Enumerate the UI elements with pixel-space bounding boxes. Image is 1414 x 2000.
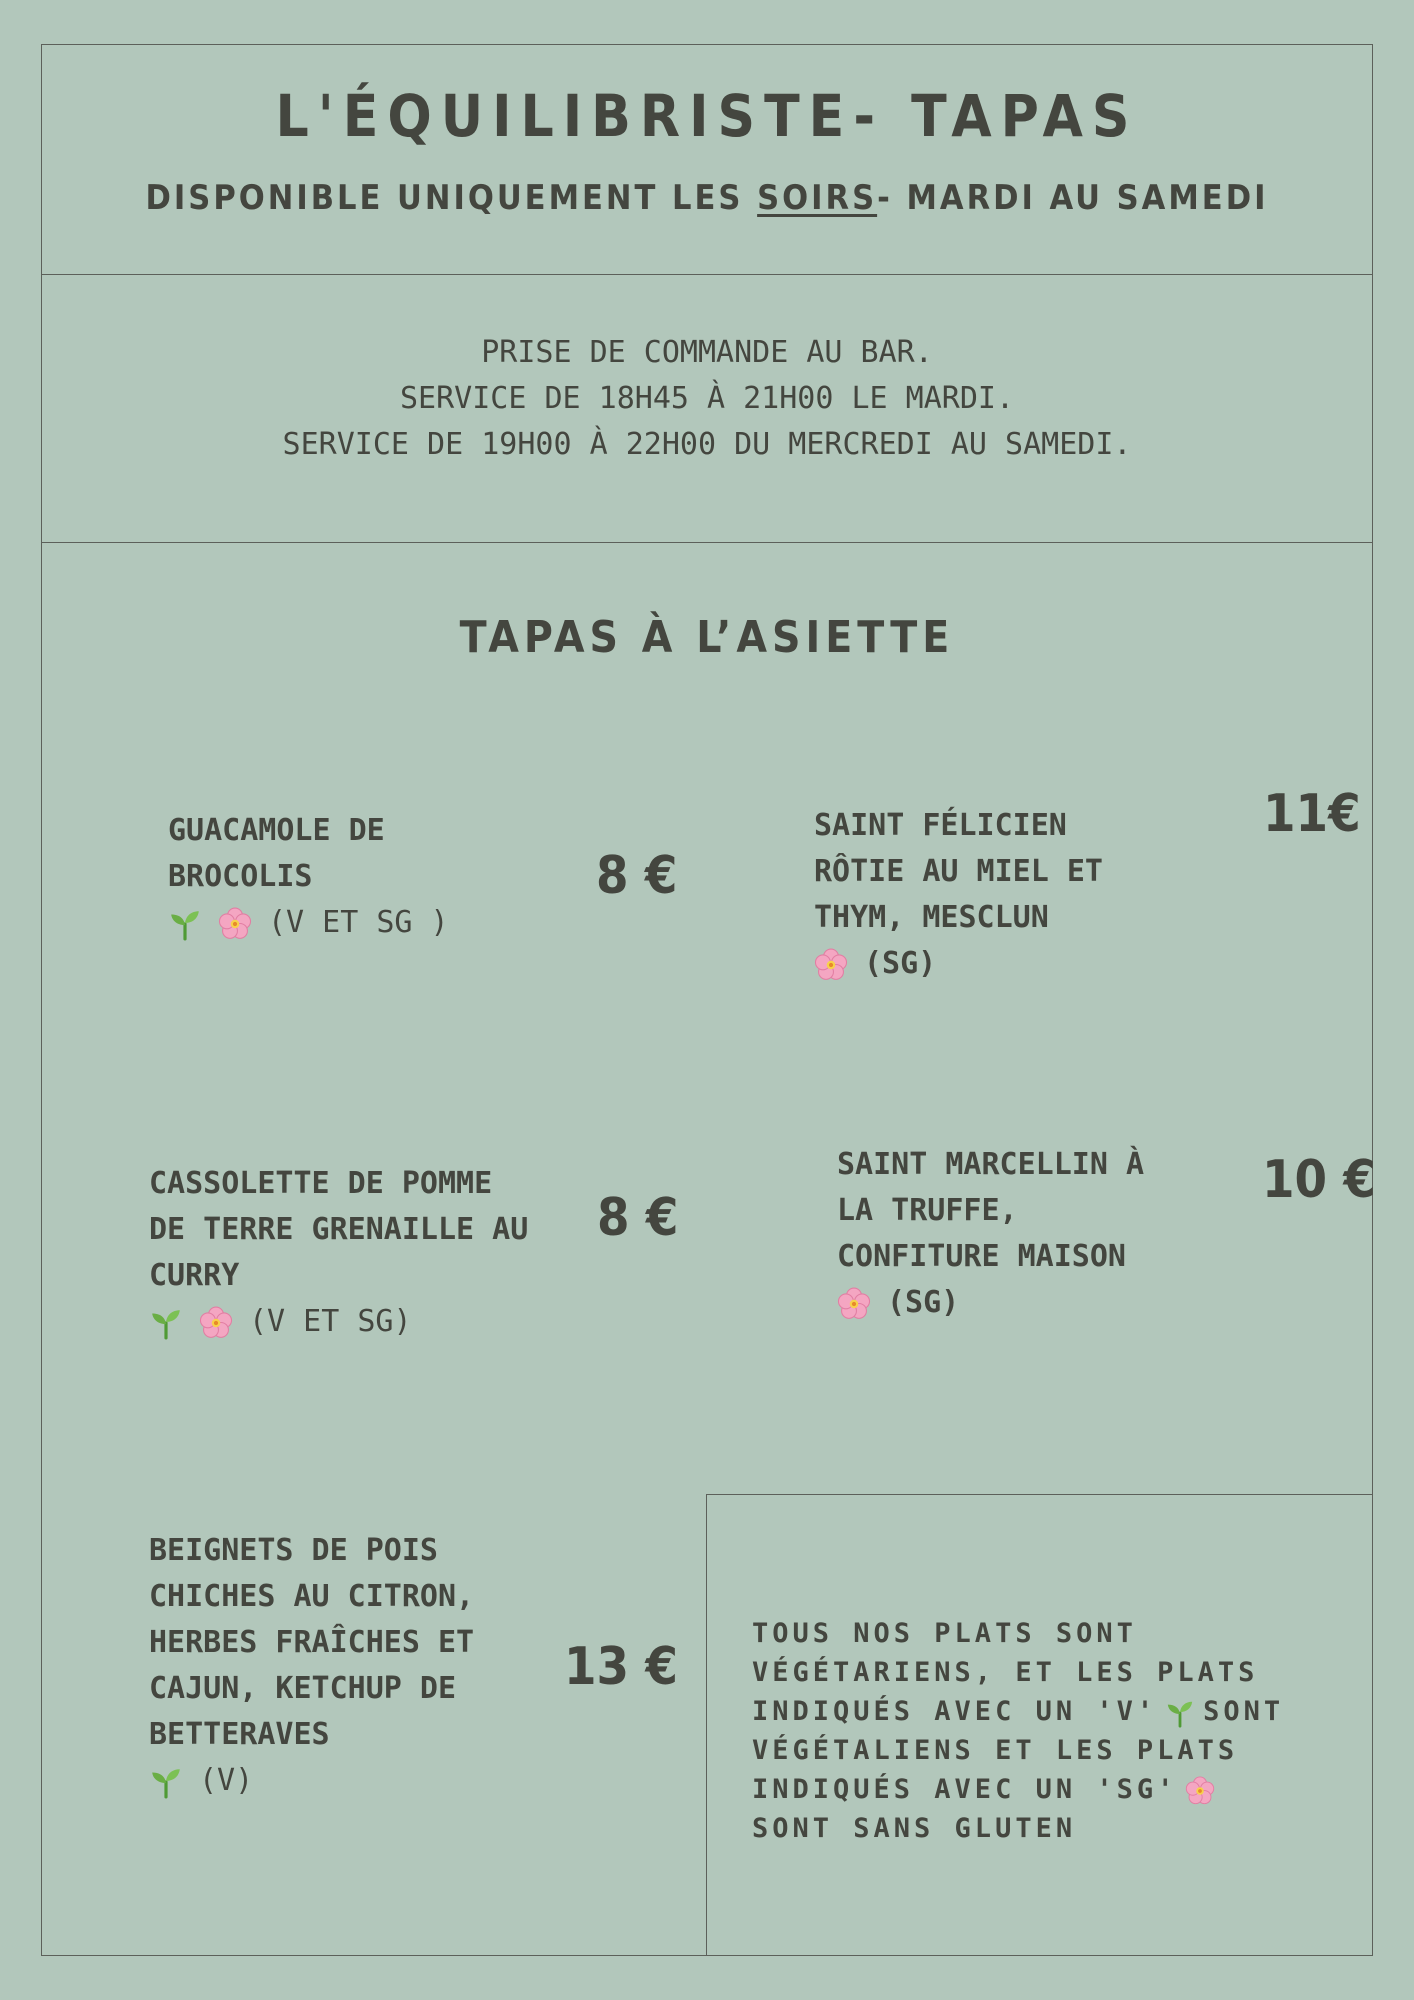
subtitle-text: DISPONIBLE UNIQUEMENT LES: [145, 178, 758, 218]
dish-name: SAINT MARCELLIN À: [837, 1147, 1145, 1182]
dish-item: [168, 808, 449, 946]
dish-tag-text: (SG): [887, 1285, 960, 1320]
note-line: TOUS NOS PLATS SONT: [752, 1618, 1137, 1649]
dish-tags: [149, 1758, 474, 1804]
info-line: SERVICE DE 18H45 À 21H00 LE MARDI.: [399, 381, 1015, 416]
dish-price: 8 €: [597, 1188, 679, 1248]
note-line: [752, 1692, 1284, 1731]
note-line: VÉGÉTALIENS ET LES PLATS: [752, 1735, 1239, 1766]
dish-name: DE TERRE GRENAILLE AU: [149, 1212, 529, 1247]
dish-price: 11€: [1263, 784, 1361, 844]
note-text: INDIQUÉS AVEC UN 'SG': [752, 1774, 1178, 1805]
flower-icon: [199, 1306, 233, 1340]
dish-name: BEIGNETS DE POIS: [149, 1533, 438, 1568]
dish-name: THYM, MESCLUN: [814, 900, 1049, 935]
info-line: PRISE DE COMMANDE AU BAR.: [481, 335, 933, 370]
diet-legend-note: [752, 1614, 1284, 1848]
divider: [41, 274, 1373, 275]
dish-name: LA TRUFFE,: [837, 1193, 1018, 1228]
menu-subtitle: [41, 178, 1373, 218]
dish-price: 10 €: [1262, 1150, 1376, 1210]
dish-price: 8 €: [596, 846, 678, 906]
seedling-icon: [149, 1765, 183, 1799]
dish-name: CONFITURE MAISON: [837, 1239, 1126, 1274]
note-text: INDIQUÉS AVEC UN 'V': [752, 1696, 1158, 1727]
dish-name: CASSOLETTE DE POMME: [149, 1166, 493, 1201]
dish-tags: [149, 1299, 528, 1345]
dish-name: RÔTIE AU MIEL ET: [814, 854, 1103, 889]
note-line: [752, 1770, 1284, 1809]
flower-icon: [837, 1287, 871, 1321]
divider: [707, 1494, 1373, 1495]
dish-tags: [814, 941, 1103, 987]
dish-tag-text: (SG): [864, 946, 937, 981]
flower-icon: [814, 948, 848, 982]
divider: [41, 542, 1373, 543]
dish-tag-text: (V ET SG ): [268, 905, 449, 940]
note-text: SONT: [1203, 1696, 1285, 1727]
dish-name: HERBES FRAÎCHES ET: [149, 1625, 475, 1660]
dish-tag-text: (V ET SG): [249, 1304, 412, 1339]
divider: [706, 1494, 707, 1955]
dish-item: [149, 1161, 528, 1345]
dish-name: GUACAMOLE DE: [168, 813, 385, 848]
seedling-icon: [149, 1306, 183, 1340]
subtitle-underlined: SOIRS: [757, 178, 878, 218]
seedling-icon: [168, 907, 202, 941]
dish-item: [837, 1142, 1144, 1326]
note-line: SONT SANS GLUTEN: [752, 1813, 1077, 1844]
dish-tags: [168, 900, 449, 946]
dish-price: 13 €: [564, 1637, 678, 1697]
dish-name: SAINT FÉLICIEN: [814, 808, 1067, 843]
dish-name: BETTERAVES: [149, 1717, 330, 1752]
dish-tags: [837, 1280, 1144, 1326]
info-line: SERVICE DE 19H00 À 22H00 DU MERCREDI AU SAMEDI.: [282, 427, 1132, 462]
section-title: TAPAS À L’ASIETTE: [459, 612, 955, 663]
dish-name: CHICHES AU CITRON,: [149, 1579, 475, 1614]
service-info: [41, 330, 1373, 468]
menu-title: L'ÉQUILIBRISTE- TAPAS: [275, 82, 1139, 150]
dish-name: CURRY: [149, 1258, 240, 1293]
flower-icon: [1185, 1776, 1215, 1806]
dish-item: [814, 803, 1103, 987]
flower-icon: [218, 907, 252, 941]
dish-tag-text: (V): [199, 1763, 254, 1798]
subtitle-text: - MARDI AU SAMEDI: [877, 178, 1269, 218]
seedling-icon: [1165, 1698, 1195, 1728]
dish-name: CAJUN, KETCHUP DE: [149, 1671, 457, 1706]
note-line: VÉGÉTARIENS, ET LES PLATS: [752, 1657, 1259, 1688]
dish-name: BROCOLIS: [168, 859, 313, 894]
dish-item: [149, 1528, 474, 1804]
